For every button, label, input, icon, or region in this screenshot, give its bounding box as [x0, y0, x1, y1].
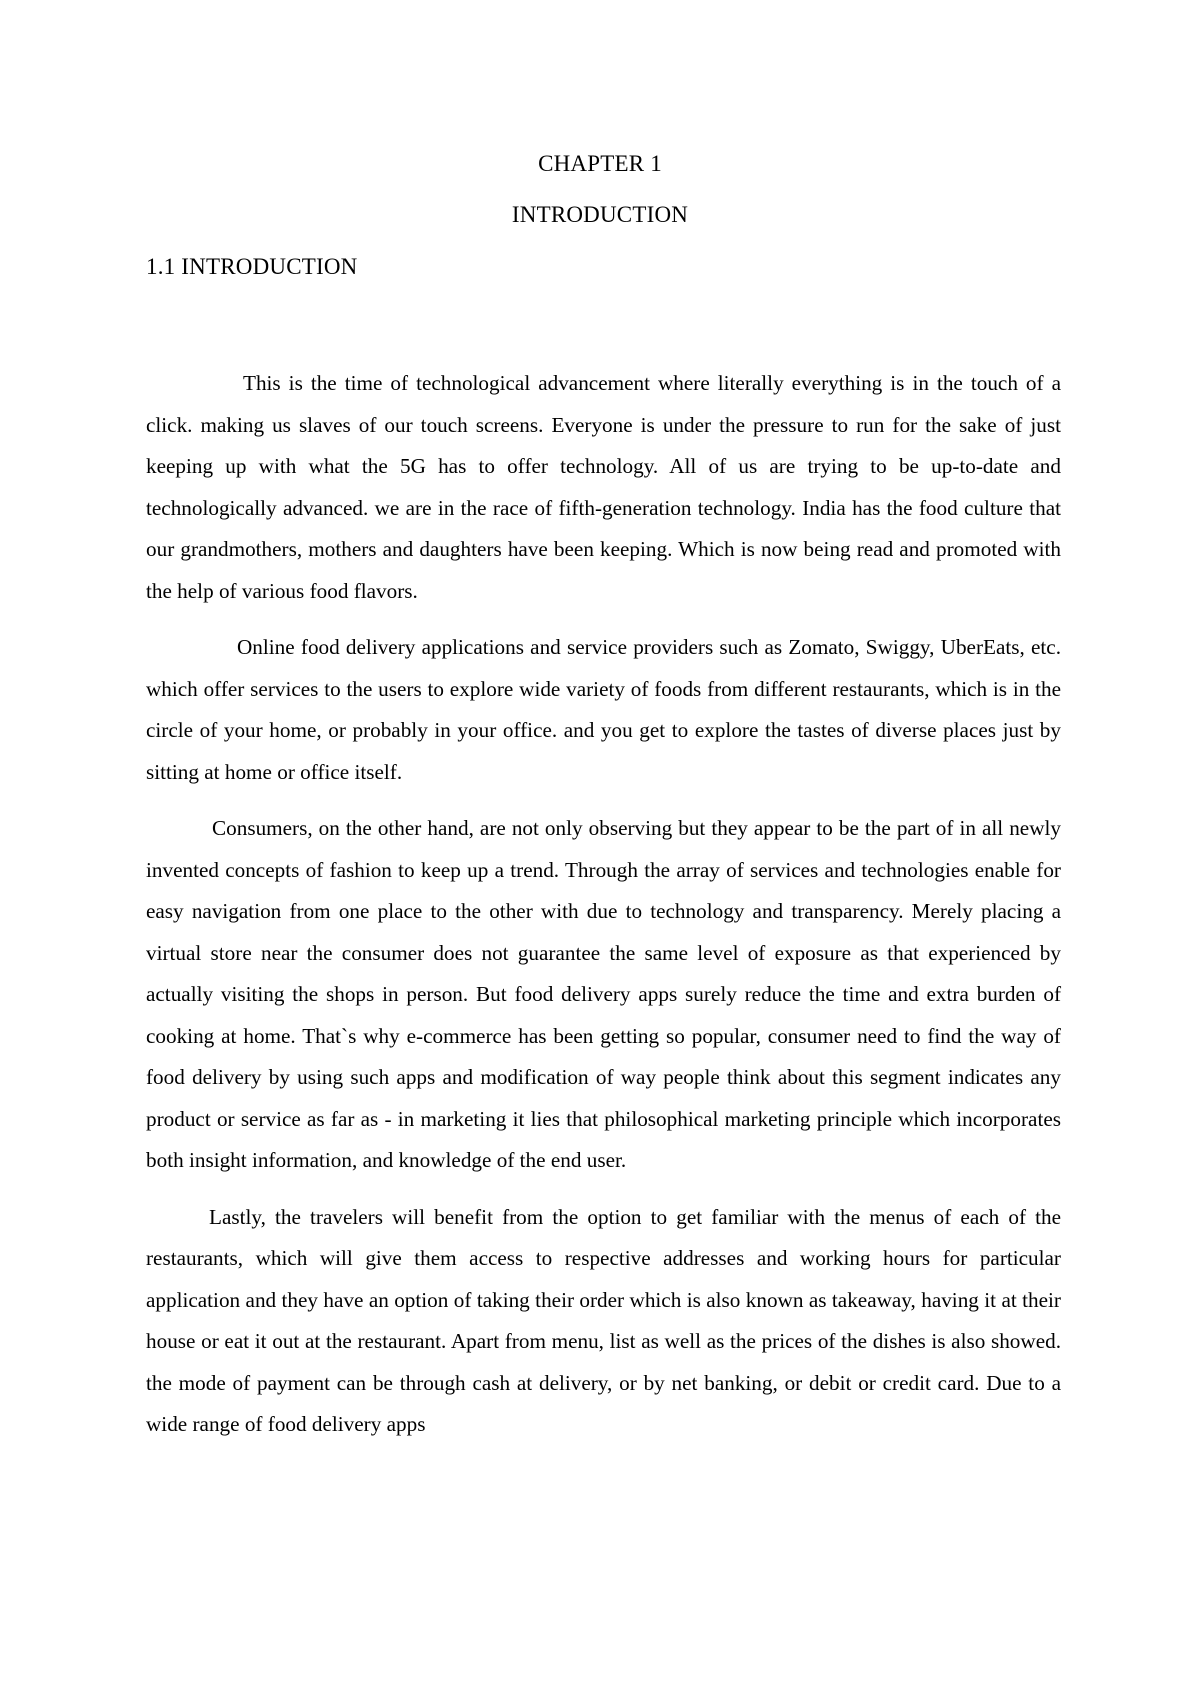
- chapter-title: INTRODUCTION: [511, 202, 689, 227]
- paragraph-3: Consumers, on the other hand, are not only observing but they appear to be the part of in all newly invented concepts of fashion to keep up a trend. Through the array of services and technologies enable for easy navigation from one place to the other with due to technology and transparency. Merely placing a virtual store near the consumer does not guarantee the same level of exposure as that experienced by actually visiting the shops in person. But food delivery apps surely reduce the time and extra burden of cooking at home. That`s why e-commerce has been getting so popular, consumer need to find the way of food delivery by using such apps and modification of way people think about this segment indicates any product or service as far as - in marketing it lies that philosophical marketing principle which incorporates both insight information, and knowledge of the end user.: [146, 816, 1061, 1172]
- paragraph-2: Online food delivery applications and service providers such as Zomato, Swiggy, UberEats, etc. which offer services to the users to explore wide variety of foods from different restaurants, which is in the circle of your home, or probably in your office. and you get to explore the tastes of diverse places just by sitting at home or office itself.: [146, 635, 1061, 784]
- body-text: [146, 363, 1061, 1461]
- section-heading: 1.1 INTRODUCTION: [146, 254, 358, 279]
- chapter-label: CHAPTER 1: [538, 151, 662, 176]
- paragraph-4: Lastly, the travelers will benefit from the option to get familiar with the menus of each of the restaurants, which will give them access to respective addresses and working hours for particular application and they have an option of taking their order which is also known as takeaway, having it at their house or eat it out at the restaurant. Apart from menu, list as well as the prices of the dishes is also showed. the mode of payment can be through cash at delivery, or by net banking, or debit or credit card. Due to a wide range of food delivery apps: [146, 1204, 1061, 1436]
- paragraph-1: This is the time of technological advancement where literally everything is in the touch of a click. making us slaves of our touch screens. Everyone is under the pressure to run for the sake of just keeping up with what the 5G has to offer technology. All of us are trying to be up-to-date and technologically advanced. we are in the race of fifth-generation technology. India has the food culture that our grandmothers, mothers and daughters have been keeping. Which is now being read and promoted with the help of various food flavors.: [146, 371, 1061, 603]
